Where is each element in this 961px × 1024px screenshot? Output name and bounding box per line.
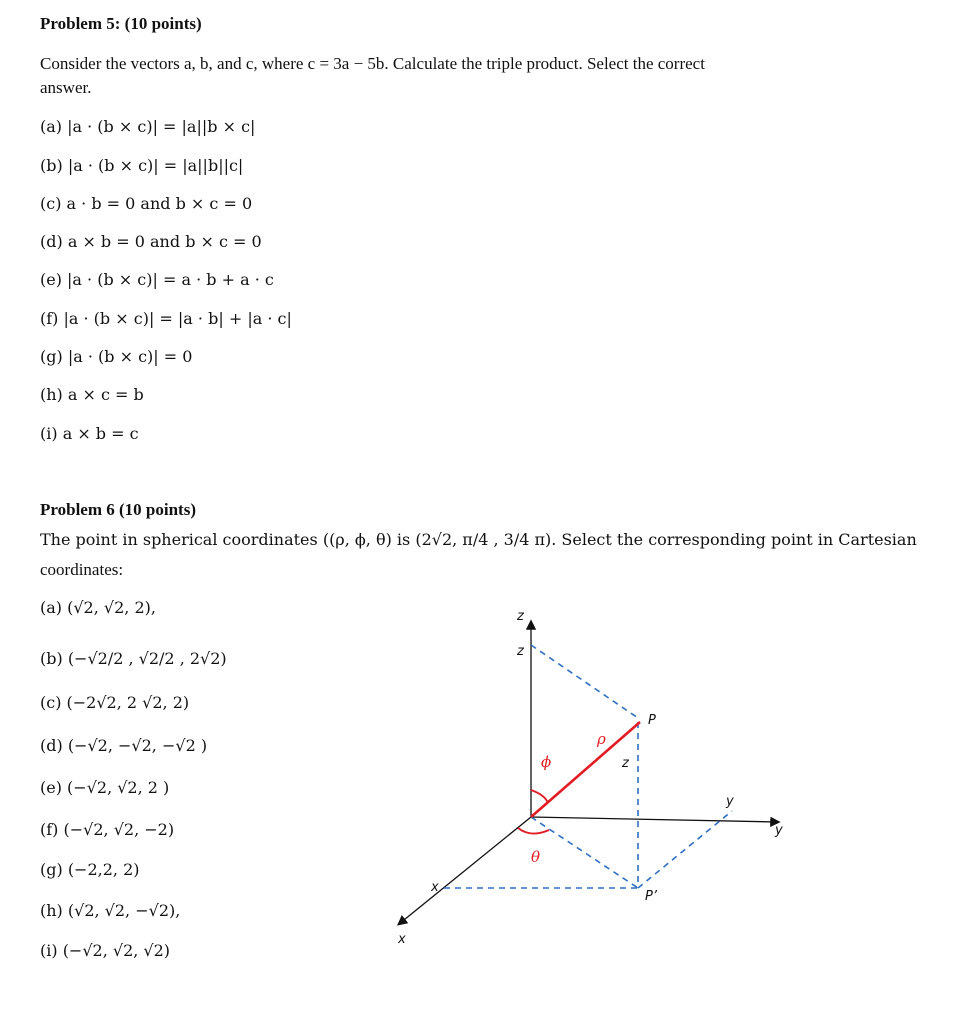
dashed-pprime-to-y — [638, 811, 732, 888]
problem6-option-g[interactable]: (g) (−2,2, 2) — [40, 860, 140, 879]
x-axis — [399, 817, 531, 924]
x-axis-tick-label: x — [431, 880, 439, 895]
phi-angle-arc — [531, 790, 548, 803]
problem6-title: Problem 6 (10 points) — [40, 500, 196, 519]
problem5-prompt-line1: Consider the vectors a, b, and c, where c = 3a − 5b. Calculate the triple product. Select the correct — [40, 54, 705, 73]
problem5-prompt-line2: answer. — [40, 78, 92, 97]
problem5-option-e[interactable]: (e) |a · (b × c)| = a · b + a · c — [40, 270, 274, 289]
dashed-origin-to-pprime — [531, 817, 638, 888]
problem5-title: Problem 5: (10 points) — [40, 14, 202, 33]
theta-label: θ — [531, 848, 541, 866]
problem5-option-g[interactable]: (g) |a · (b × c)| = 0 — [40, 347, 193, 366]
problem5-option-h[interactable]: (h) a × c = b — [40, 385, 144, 404]
phi-label: ϕ — [541, 753, 552, 771]
problem6-option-e[interactable]: (e) (−√2, √2, 2 ) — [40, 778, 170, 797]
problem5-option-d[interactable]: (d) a × b = 0 and b × c = 0 — [40, 232, 262, 251]
problem6-option-f[interactable]: (f) (−√2, √2, −2) — [40, 820, 175, 839]
problem6-option-h[interactable]: (h) (√2, √2, −√2), — [40, 901, 181, 920]
problem5-option-c[interactable]: (c) a · b = 0 and b × c = 0 — [40, 194, 253, 213]
problem6-option-a[interactable]: (a) (√2, √2, 2), — [40, 598, 156, 617]
point-p-prime-label: P’ — [645, 889, 657, 904]
y-axis — [531, 817, 778, 822]
problem6-prompt-line1: The point in spherical coordinates ((ρ, ϕ, θ) is (2√2, π/4 , 3/4 π). Select the corresponding point in Cartesian — [40, 530, 917, 549]
dashed-z-to-p — [531, 645, 638, 718]
spherical-coordinates-diagram — [380, 600, 800, 960]
problem5-option-f[interactable]: (f) |a · (b × c)| = |a · b| + |a · c| — [40, 309, 292, 328]
y-axis-label: y — [775, 823, 783, 838]
y-axis-near-label: y — [726, 794, 734, 809]
theta-angle-arc — [518, 828, 549, 834]
rho-label: ρ — [597, 730, 606, 748]
problem5-option-b[interactable]: (b) |a · (b × c)| = |a||b||c| — [40, 156, 244, 175]
z-axis-tick-label: z — [517, 644, 524, 659]
problem5-option-i[interactable]: (i) a × b = c — [40, 424, 139, 443]
x-axis-label: x — [398, 932, 406, 947]
problem5-option-a[interactable]: (a) |a · (b × c)| = |a||b × c| — [40, 117, 256, 136]
problem6-prompt-line2: coordinates: — [40, 560, 124, 579]
problem6-option-b[interactable]: (b) (−√2/2 , √2/2 , 2√2) — [40, 649, 227, 668]
point-p-label: P — [648, 713, 656, 728]
problem6-option-d[interactable]: (d) (−√2, −√2, −√2 ) — [40, 736, 208, 755]
z-segment-label: z — [622, 756, 629, 771]
problem6-option-c[interactable]: (c) (−2√2, 2 √2, 2) — [40, 693, 190, 712]
z-axis-label: z — [517, 609, 524, 624]
problem6-option-i[interactable]: (i) (−√2, √2, √2) — [40, 941, 171, 960]
